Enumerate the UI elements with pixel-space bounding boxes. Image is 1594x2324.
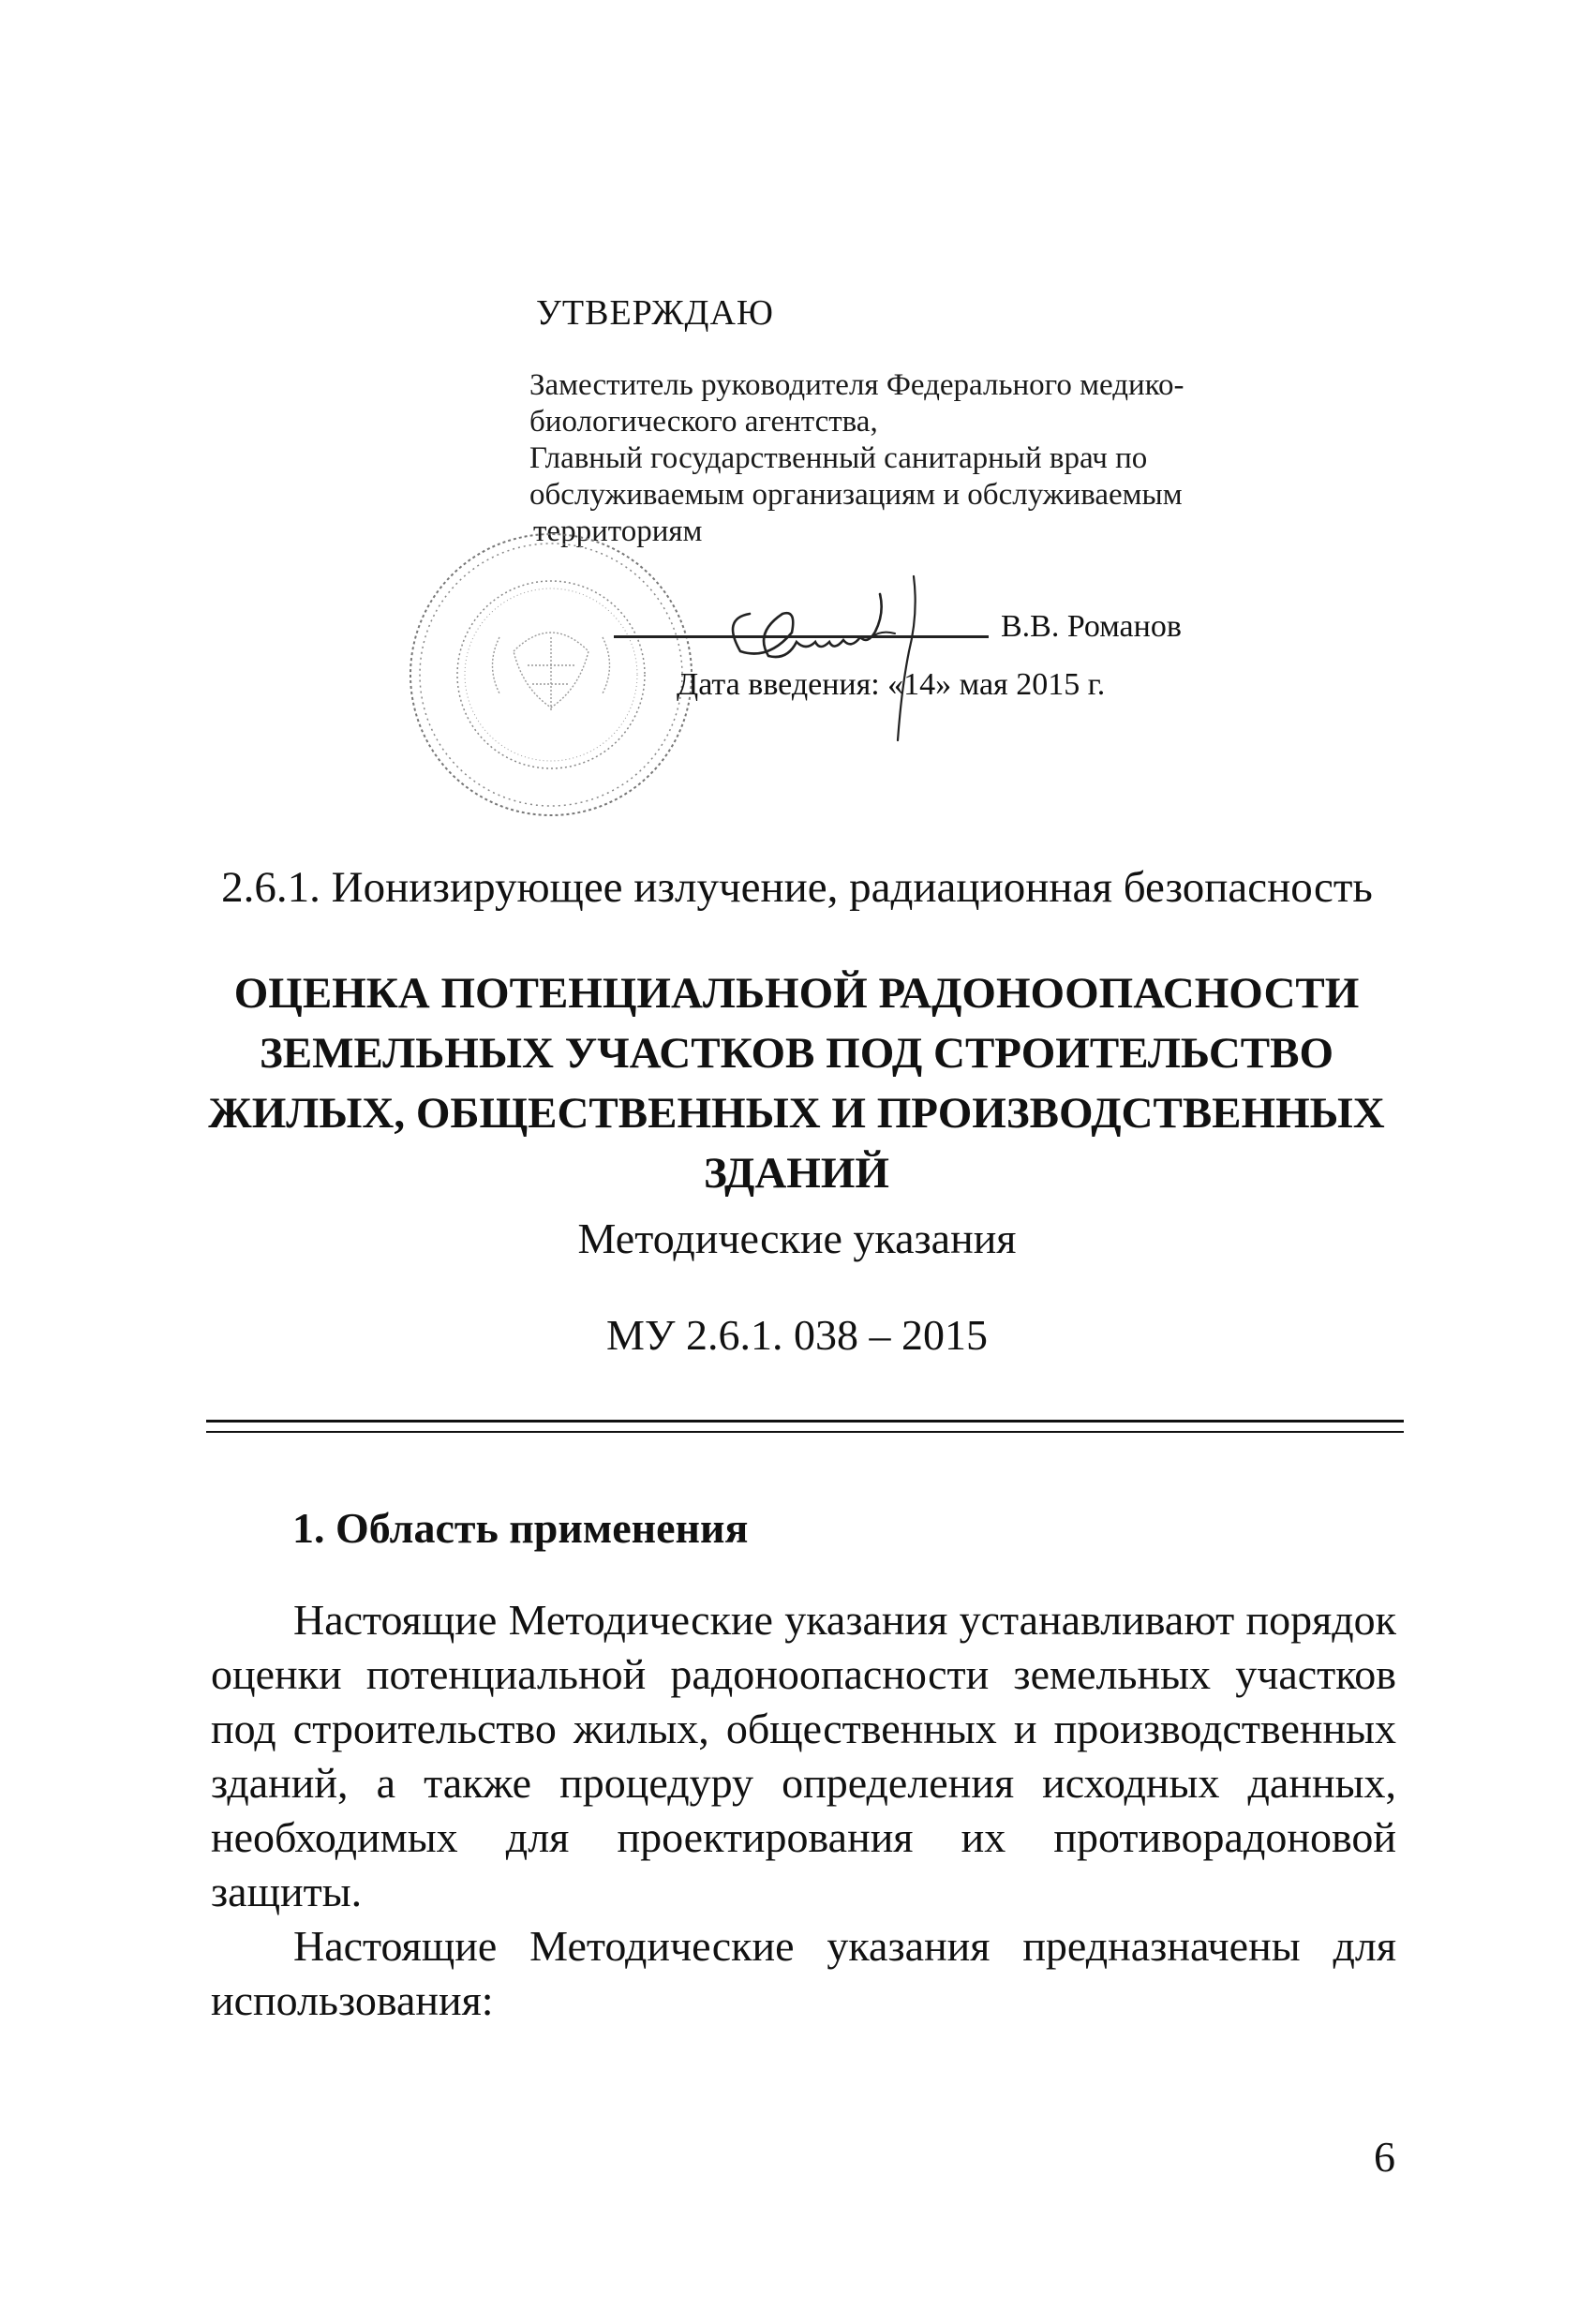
document-title-line: ЖИЛЫХ, ОБЩЕСТВЕННЫХ И ПРОИЗВОДСТВЕННЫХ [208,1089,1385,1138]
section-body [211,1593,1396,2028]
approver-position-line: Заместитель руководителя Федерального медико- [529,368,1184,402]
divider-rule [206,1431,1404,1433]
official-seal [401,525,701,825]
introduction-date: Дата введения: «14» мая 2015 г. [677,667,1106,702]
divider-rule [206,1420,1404,1423]
paragraph: Настоящие Методические указания предназначены для использования: [211,1922,1396,2024]
section-heading: 1. Область применения [292,1504,749,1552]
approver-position-line: биологического агентства, [529,405,878,439]
approver-position-line: территориям [533,514,703,548]
section-code: 2.6.1. Ионизирующее излучение, радиационная безопасность [221,863,1373,912]
approver-position-line: Главный государственный санитарный врач по [529,441,1148,475]
page-number: 6 [1374,2133,1395,2181]
approver-position-line: обслуживаемым организациям и обслуживаемым [529,478,1183,512]
paragraph: Настоящие Методические указания устанавливают порядок оценки потенциальной радоноопасности земельных участков под строительство жилых, общественных и производственных зданий, а также процедуру определения исходных данных, необходимых для проектирования их противорадоновой защиты. [211,1596,1396,1915]
signer-name: В.В. Романов [1001,609,1182,644]
approval-heading: УТВЕРЖДАЮ [536,293,774,333]
document-title-line: ЗЕМЕЛЬНЫХ УЧАСТКОВ ПОД СТРОИТЕЛЬСТВО [259,1029,1334,1078]
approver-position [529,367,1298,550]
document-number: МУ 2.6.1. 038 – 2015 [606,1311,988,1359]
document-title [178,963,1415,1203]
signature-line [614,635,989,638]
document-title-line: ОЦЕНКА ПОТЕНЦИАЛЬНОЙ РАДОНООПАСНОСТИ [233,969,1360,1018]
document-title-line: ЗДАНИЙ [704,1149,889,1198]
document-subtitle: Методические указания [577,1214,1017,1262]
signature-image [712,548,1012,745]
